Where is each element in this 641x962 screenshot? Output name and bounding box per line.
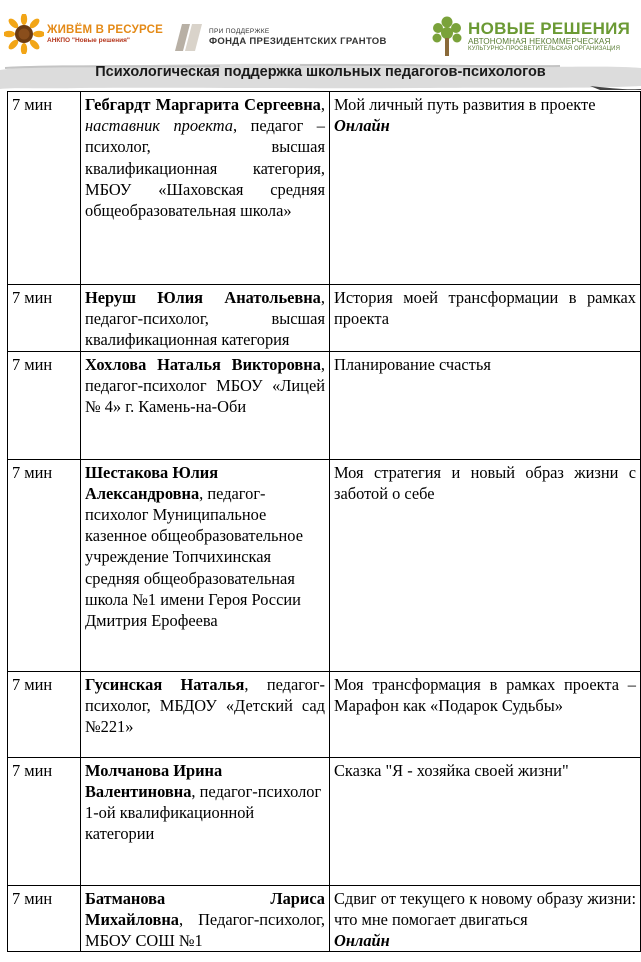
- speaker-name: Молчанова Ирина Валентиновна: [85, 760, 223, 801]
- speaker-details: педагог-психолог 1-ой квалификационной категории: [85, 781, 322, 844]
- time-cell: 7 мин: [8, 885, 81, 952]
- page-title: Психологическая поддержка школьных педагогов-психологов: [95, 64, 546, 80]
- time-cell: 7 мин: [8, 285, 81, 352]
- speaker-cell: Гусинская Наталья, педагог-психолог, МБДОУ «Детский сад №221»: [81, 671, 330, 757]
- speaker-details: педагог-психолог, МБДОУ «Детский сад №221»: [85, 674, 325, 737]
- page-header: [0, 0, 641, 90]
- speaker-cell: Неруш Юлия Анатольевна, педагог-психолог, высшая квалификационная категория: [81, 285, 330, 352]
- speaker-name: Гусинская Наталья: [85, 674, 245, 694]
- speaker-role: наставник проекта: [85, 116, 233, 136]
- speaker-name: Гебгардт Маргарита Сергеевна: [85, 95, 321, 114]
- speaker-name: Батманова Лариса Михайловна: [85, 888, 325, 929]
- logo-zhivem-v-resurse: [4, 14, 163, 54]
- speaker-cell: Гебгардт Маргарита Сергеевна, наставник проекта, педагог – психолог, высшая квалификационная категория, МБОУ «Шаховская средняя общеобразовательная школа»: [81, 92, 330, 285]
- logo-center-line1: ПРИ ПОДДЕРЖКЕ: [209, 27, 270, 35]
- topic-text: Моя трансформация в рамках проекта – Марафон как «Подарок Судьбы»: [334, 674, 636, 715]
- speaker-details: педагог-психолог, высшая квалификационная категория: [85, 309, 325, 350]
- topic-cell: [330, 885, 641, 952]
- speaker-cell: Молчанова Ирина Валентиновна, педагог-психолог 1-ой квалификационной категории: [81, 757, 330, 885]
- format-online: Онлайн: [334, 116, 390, 136]
- logo-left-line2: АНКПО "Новые решения": [47, 37, 131, 44]
- topic-cell: [330, 351, 641, 459]
- speaker-name: Хохлова Наталья Викторовна: [85, 354, 321, 374]
- table-row: [8, 757, 641, 885]
- time-cell: 7 мин: [8, 351, 81, 459]
- sunflower-icon: [4, 14, 44, 54]
- topic-text: Сказка "Я - хозяйка своей жизни": [334, 760, 569, 780]
- topic-cell: [330, 757, 641, 885]
- topic-cell: [330, 671, 641, 757]
- time-cell: 7 мин: [8, 757, 81, 885]
- table-row: [8, 351, 641, 459]
- speaker-details: педагог – психолог, высшая квалификационная категория, МБОУ «Шаховская средняя общеобразовательная школа»: [85, 116, 325, 221]
- logo-right-line3: КУЛЬТУРНО-ПРОСВЕТИТЕЛЬСКАЯ ОРГАНИЗАЦИЯ: [468, 45, 621, 52]
- logo-center-line2: ФОНДА ПРЕЗИДЕНТСКИХ ГРАНТОВ: [209, 35, 387, 47]
- table-row: [8, 285, 641, 352]
- topic-cell: [330, 285, 641, 352]
- program-table: [7, 91, 641, 952]
- tree-icon: [430, 14, 464, 58]
- logo-left-line1: ЖИВЁМ В РЕСУРСЕ: [47, 24, 163, 36]
- speaker-details: Педагог-психолог, МБОУ СОШ №1: [85, 909, 325, 951]
- time-cell: 7 мин: [8, 92, 81, 285]
- logo-right-line1: НОВЫЕ РЕШЕНИЯ: [468, 18, 631, 38]
- speaker-details: педагог-психолог МБОУ «Лицей № 4» г. Камень-на-Оби: [85, 375, 325, 417]
- topic-cell: [330, 92, 641, 285]
- topic-cell: [330, 459, 641, 671]
- table-row: [8, 459, 641, 671]
- time-cell: 7 мин: [8, 459, 81, 671]
- grants-fund-icon: [172, 22, 204, 52]
- table-row: [8, 885, 641, 952]
- logo-novye-resheniya: [430, 14, 630, 58]
- format-online: Онлайн: [334, 931, 390, 951]
- topic-text: Мой личный путь развития в проекте: [334, 95, 596, 114]
- speaker-cell: Шестакова Юлия Александровна, педагог-психолог Муниципальное казенное общеобразовательное учреждение Топчихинская средняя общеобразовательная школа №1 имени Героя России Дмитрия Ерофеева: [81, 459, 330, 671]
- table-row: [8, 92, 641, 285]
- logo-right-line2: АВТОНОМНАЯ НЕКОММЕРЧЕСКАЯ: [468, 36, 611, 46]
- topic-text: История моей трансформации в рамках проекта: [334, 288, 636, 329]
- speaker-cell: Батманова Лариса Михайловна, Педагог-психолог, МБОУ СОШ №1: [81, 885, 330, 952]
- speaker-details: педагог-психолог Муниципальное казенное общеобразовательное учреждение Топчихинская средняя общеобразовательная школа №1 имени Героя России Дмитрия Ерофеева: [85, 483, 303, 631]
- speaker-cell: Хохлова Наталья Викторовна, педагог-психолог МБОУ «Лицей № 4» г. Камень-на-Оби: [81, 351, 330, 459]
- time-cell: 7 мин: [8, 671, 81, 757]
- table-row: [8, 671, 641, 757]
- logo-presidential-grants: [172, 22, 387, 52]
- topic-text: Планирование счастья: [334, 354, 491, 374]
- speaker-name: Неруш Юлия Анатольевна: [85, 288, 321, 307]
- speaker-name: Шестакова Юлия Александровна: [85, 462, 219, 503]
- topic-text: Моя стратегия и новый образ жизни с заботой о себе: [334, 462, 636, 503]
- topic-text: Сдвиг от текущего к новому образу жизни: что мне помогает двигаться: [334, 888, 636, 929]
